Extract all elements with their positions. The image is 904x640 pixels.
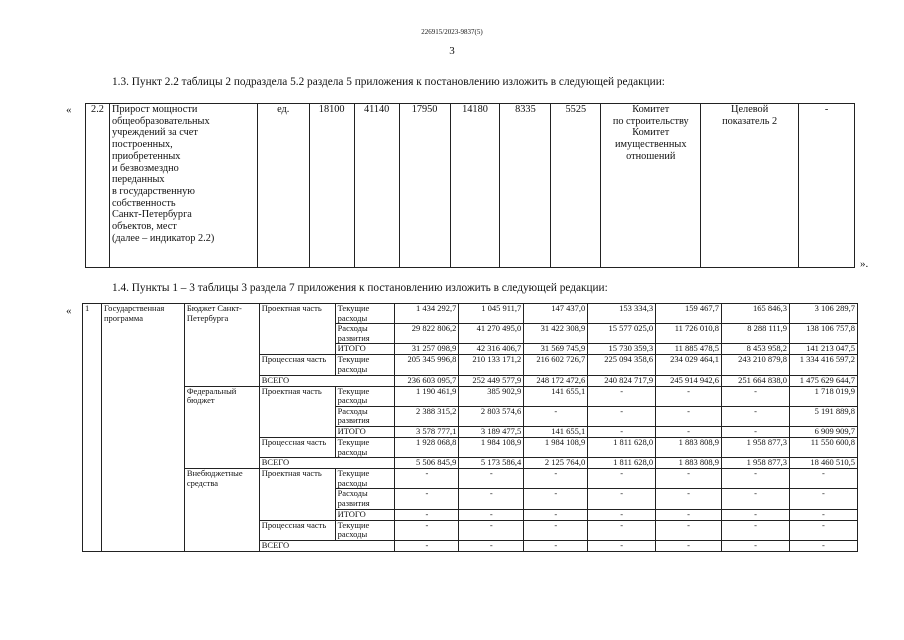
value-cell: 147 437,0 [524,304,588,324]
responsible-line: имущественных [615,139,687,151]
value-cell: - [789,540,857,551]
value-cell: 42 316 406,7 [459,344,524,355]
part-label: Процессная часть [259,520,335,540]
value-cell: 5 173 586,4 [459,458,524,469]
value-cell: - [588,469,656,489]
value-cell: 18100 [309,104,354,268]
value-cell: - [722,509,790,520]
expense-label: Текущие расходы [335,304,395,324]
table-row [83,386,858,406]
name-line: и безвозмездно [111,162,179,174]
part-label: Проектная часть [259,304,335,355]
value-cell: 225 094 358,6 [588,355,656,375]
type-line: показатель 2 [722,115,778,127]
value-cell: - [656,426,722,437]
value-cell: 240 824 717,9 [588,375,656,386]
name-line: приобретенных [111,150,181,162]
value-cell: 3 578 777,1 [395,426,459,437]
value-cell: - [459,540,524,551]
value-cell: - [722,406,790,426]
expense-label: Расходы развития [335,324,395,344]
value-cell: 205 345 996,8 [395,355,459,375]
paragraph-1-3: 1.3. Пункт 2.2 таблицы 2 подраздела 5.2 раздела 5 приложения к постановлению изложить в следующей редакции: [112,76,665,88]
type-line: Целевой [731,104,769,115]
value-cell: 251 664 838,0 [722,375,790,386]
value-cell: - [722,540,790,551]
financing-table-body [83,304,858,552]
responsible-line: отношений [626,150,676,162]
value-cell: 1 883 808,9 [656,437,722,457]
funding-source: Бюджет Санкт-Петербурга [184,304,259,387]
indicator-table [85,103,855,268]
page-number: 3 [449,45,455,57]
value-cell: 216 602 726,7 [524,355,588,375]
responsible-line: Комитет [632,104,670,115]
expense-label: Расходы развития [335,406,395,426]
program-name: Государственная программа [101,304,184,552]
expense-label: Текущие расходы [335,355,395,375]
value-cell: 1 434 292,7 [395,304,459,324]
value-cell: 11 550 600,8 [789,437,857,457]
funding-source: Федеральный бюджет [184,386,259,469]
value-cell: 31 422 308,9 [524,324,588,344]
value-cell: - [656,469,722,489]
name-line: (далее – индикатор 2.2) [111,232,215,244]
value-cell: - [789,469,857,489]
value-cell: 8335 [500,104,551,268]
value-cell: - [459,469,524,489]
value-cell: - [588,426,656,437]
value-cell: - [524,406,588,426]
value-cell: 1 928 068,8 [395,437,459,457]
value-cell: 1 958 877,3 [722,458,790,469]
unit: ед. [257,104,309,268]
value-cell: 385 902,9 [459,386,524,406]
expense-label: Текущие расходы [335,520,395,540]
value-cell: 11 885 478,5 [656,344,722,355]
name-line: объектов, мест [111,221,177,233]
indicator-row [86,104,855,268]
value-cell: - [656,509,722,520]
value-cell: 141 213 047,5 [789,344,857,355]
value-cell: 236 603 095,7 [395,375,459,386]
expense-label: Текущие расходы [335,386,395,406]
value-cell: 31 257 098,9 [395,344,459,355]
value-cell: - [722,426,790,437]
value-cell: - [656,520,722,540]
expense-label: Текущие расходы [335,437,395,457]
value-cell: 245 914 942,6 [656,375,722,386]
table-row [83,304,858,324]
value-cell: - [656,540,722,551]
value-cell: - [524,540,588,551]
total-label: ВСЕГО [259,458,395,469]
value-cell: - [789,489,857,509]
name-line: Прирост мощности [111,104,198,115]
value-cell: 18 460 510,5 [789,458,857,469]
value-cell: 15 577 025,0 [588,324,656,344]
value-cell: 41 270 495,0 [459,324,524,344]
value-cell: - [459,509,524,520]
value-cell: 3 189 477,5 [459,426,524,437]
value-cell: - [524,520,588,540]
value-cell: 1 045 911,7 [459,304,524,324]
responsible-line: Комитет [632,127,670,139]
part-label: Процессная часть [259,437,335,457]
expense-label: Текущие расходы [335,469,395,489]
value-cell: 2 125 764,0 [524,458,588,469]
value-cell: 1 718 019,9 [789,386,857,406]
value-cell: 1 811 628,0 [588,458,656,469]
value-cell: 141 655,1 [524,386,588,406]
value-cell: 210 133 171,2 [459,355,524,375]
value-cell: 29 822 806,2 [395,324,459,344]
document-id: 226915/2023-9837(5) [421,28,483,36]
value-cell: 1 811 628,0 [588,437,656,457]
row-number: 2.2 [86,104,110,268]
value-cell: - [789,520,857,540]
value-cell: - [459,520,524,540]
total-label: ВСЕГО [259,540,395,551]
table-row [83,469,858,489]
value-cell: - [524,489,588,509]
value-cell: 15 730 359,3 [588,344,656,355]
value-cell: - [588,509,656,520]
responsible [601,104,701,268]
value-cell: 248 172 472,6 [524,375,588,386]
name-line: общеобразовательных [111,115,210,127]
responsible-line: по строительству [612,115,689,127]
part-label: Проектная часть [259,386,335,437]
expense-label: ИТОГО [335,426,395,437]
value-cell: - [588,386,656,406]
value-cell: 252 449 577,9 [459,375,524,386]
value-cell: - [722,489,790,509]
value-cell: - [588,406,656,426]
expense-label: ИТОГО [335,344,395,355]
name-line: собственность [111,197,176,209]
value-cell: 31 569 745,9 [524,344,588,355]
value-cell: - [789,509,857,520]
indicator-name [109,104,257,268]
name-line: Санкт-Петербурга [111,209,192,221]
part-label: Проектная часть [259,469,335,520]
indicator-type [701,104,799,268]
value-cell: - [722,386,790,406]
value-cell: 1 958 877,3 [722,437,790,457]
close-quote-1-3: ». [860,258,869,270]
value-cell: 11 726 010,8 [656,324,722,344]
value-cell: - [395,520,459,540]
value-cell: 17950 [399,104,450,268]
value-cell: 165 846,3 [722,304,790,324]
value-cell: 1 190 461,9 [395,386,459,406]
value-cell: 234 029 464,1 [656,355,722,375]
value-cell: 5525 [551,104,601,268]
paragraph-1-4: 1.4. Пункты 1 – 3 таблицы 3 раздела 7 приложения к постановлению изложить в следующей редакции: [112,282,608,294]
value-cell: - [524,469,588,489]
value-cell: - [395,489,459,509]
value-cell: - [395,469,459,489]
value-cell: 1 334 416 597,2 [789,355,857,375]
name-line: в государственную [111,185,195,197]
value-cell: 8 288 111,9 [722,324,790,344]
name-line: построенных, [111,139,173,151]
value-cell: 2 388 315,2 [395,406,459,426]
value-cell: - [588,520,656,540]
expense-label: Расходы развития [335,489,395,509]
value-cell: 14180 [450,104,500,268]
value-cell: 8 453 958,2 [722,344,790,355]
value-cell: 138 106 757,8 [789,324,857,344]
value-cell: 2 803 574,6 [459,406,524,426]
value-cell: - [588,540,656,551]
open-quote-1-4: « [66,305,72,317]
value-cell: - [395,540,459,551]
value-cell: 243 210 879,8 [722,355,790,375]
value-cell: - [524,509,588,520]
name-line: переданных [111,174,165,186]
value-cell: - [722,520,790,540]
value-cell: - [588,489,656,509]
value-cell: 3 106 289,7 [789,304,857,324]
funding-source: Внебюджетные средства [184,469,259,552]
open-quote-1-3: « [66,104,72,116]
value-cell: 153 334,3 [588,304,656,324]
value-cell: 159 467,7 [656,304,722,324]
expense-label: ИТОГО [335,509,395,520]
value-cell: 1 984 108,9 [524,437,588,457]
item-number: 1 [83,304,102,552]
value-cell: - [656,386,722,406]
value-cell: 41140 [354,104,399,268]
value-cell: - [395,509,459,520]
financing-table [82,303,858,552]
value-cell: 1 475 629 644,7 [789,375,857,386]
part-label: Процессная часть [259,355,335,375]
value-cell: 5 191 889,8 [789,406,857,426]
value-cell: 1 984 108,9 [459,437,524,457]
value-cell: 1 883 808,9 [656,458,722,469]
value-cell: 6 909 909,7 [789,426,857,437]
value-cell: - [459,489,524,509]
last-cell: - [799,104,855,268]
value-cell: - [656,406,722,426]
value-cell: 141 655,1 [524,426,588,437]
value-cell: - [722,469,790,489]
value-cell: 5 506 845,9 [395,458,459,469]
name-line: учреждений за счет [111,127,198,139]
total-label: ВСЕГО [259,375,395,386]
value-cell: - [656,489,722,509]
